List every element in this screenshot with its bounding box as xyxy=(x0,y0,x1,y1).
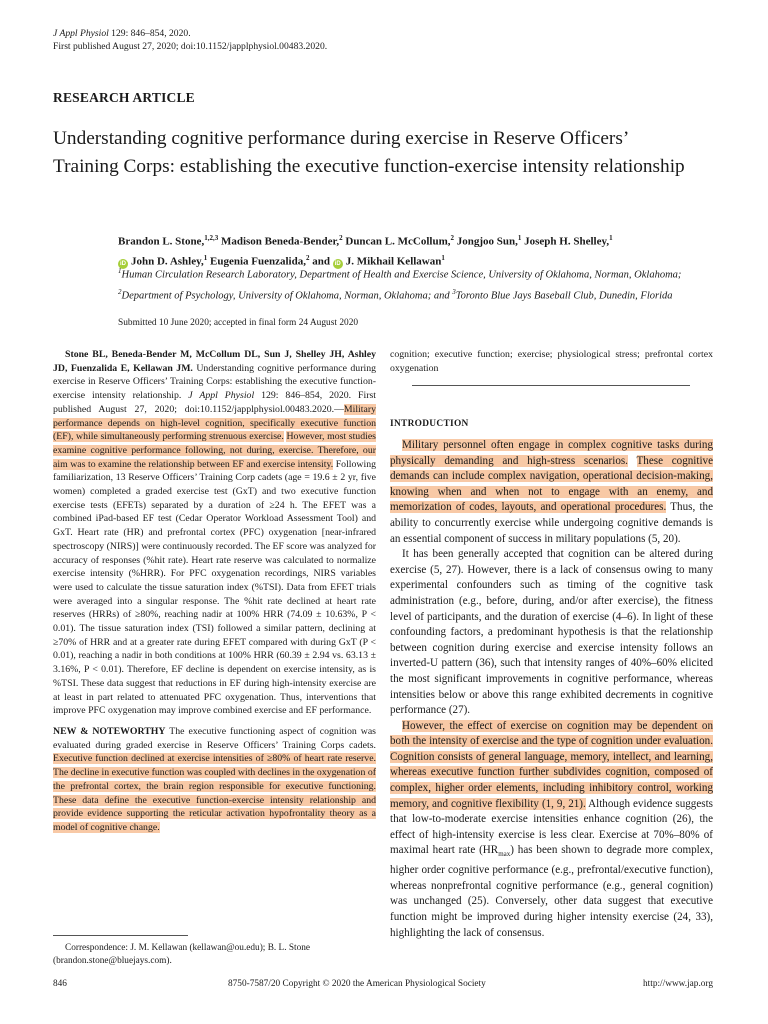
author-affil-sup: 1 xyxy=(517,234,522,242)
author-affil-sup: 1 xyxy=(203,254,208,263)
section-heading-introduction: INTRODUCTION xyxy=(390,419,469,429)
paragraph: It has been generally accepted that cognition can be altered during exercise (5, 27). However, there is a lack of consensus owing to many experimental confounders such as timing of the cognitive task administration (e.g., before, during, and/or after exercise), the fitness level of participants, and the duration of exercise (4–6). In light of these confounding factors, a predominant hypothesis is that the relationship between cognition during exercise and exercise intensity follows an inverted-U pattern (36), such that intensity ranges of 40%–60% elicited the most significant improvements in cognitive performance, whereas intensities below or above this range exhibited decrements in cognitive performance (27). xyxy=(390,548,713,717)
author-name[interactable]: Joseph H. Shelley, xyxy=(524,235,610,248)
author-name[interactable]: John D. Ashley, xyxy=(131,255,204,268)
author-affil-sup: 2 xyxy=(339,234,343,242)
noteworthy-text: The executive functioning aspect of cognition was evaluated during graded exercise in Reserve Officers’ Training Corps cadets. xyxy=(53,725,376,751)
highlighted-text: Military personnel often engage in complex cognitive tasks during physically demanding and high-stress scenarios. xyxy=(390,439,713,467)
paragraph-text xyxy=(628,455,637,467)
new-noteworthy xyxy=(53,725,376,835)
author-name[interactable]: Duncan L. McCollum, xyxy=(345,235,451,248)
citation-title: Understanding cognitive performance during exercise in Reserve Officers’ Training Corps: establishing the executive function-exercise intensity relationship. xyxy=(53,362,376,402)
citation-authors: Stone BL, Beneda-Bender M, McCollum DL, Sun J, Shelley JH, Ashley JD, Fuenzalida E, Kellawan JM. xyxy=(53,349,376,374)
paragraph xyxy=(390,438,713,547)
page-number: 846 xyxy=(53,979,67,989)
abstract-text: Following familiarization, 13 Reserve Officers’ Training Corp cadets (age = 19.6 ± 2 yr, five women) completed a graded exercise test (GxT) and two executive function exercise tests (EFETs) separated by a duration of ≥24 h. The EFET was a combined iPad-based EF test (Cedar Operator Workload Assessment Tool) and GxT. Heart rate (HR) and prefrontal cortex (PFC) oxygenation [near-infrared spectroscopy (NIRS)] were continuously recorded. The EF score was analyzed for accuracy of responses (%hit rate). Heart rate reserve was calculated to normalize exercise intensity (%HRR). For PFC oxygenation recordings, NIRS variables were used to calculate the tissue saturation index (%TSI). Data from EFET trials were averaged into a singular response. The %hit rate declined at heart rate reserves (HRRs) of ≥80%, reaching nadir at 100% HRR (74.09 ± 10.63%, P < 0.01). The tissue saturation index (TSI) followed a similar pattern, declining at ≥70% of HRR and at a greater rate during EFET compared with during GxT (P < 0.01), reaching a nadir in both conditions at 100% HRR (60.39 ± 2.94 vs. 63.13 ± 3.16%, P < 0.01). Therefore, EF decline is dependent on exercise intensity, as is %TSI. These data suggest that reductions in EF during high-intensity exercise are at least in part related to attenuated PFC oxygenation. Thus, interventions that improve PFC oxygenation may improve combined exercise and EF performance. xyxy=(53,458,377,717)
abstract xyxy=(53,348,376,718)
affiliation-3: Toronto Blue Jays Baseball Club, Dunedin, Florida xyxy=(455,290,673,302)
orcid-icon[interactable]: iD xyxy=(334,260,341,267)
affiliation-1: Human Circulation Research Laboratory, Department of Health and Exercise Science, University of Oklahoma, Norman, Oklahoma; xyxy=(121,269,682,281)
correspondence-footnote: Correspondence: J. M. Kellawan (kellawan@ou.edu); B. L. Stone (brandon.stone@bluejays.com). xyxy=(53,943,311,966)
highlighted-text: The decline in executive function was coupled with declines in the oxygenation of the prefrontal cortex, the brain region responsible for executive functioning. xyxy=(53,767,376,792)
author-name[interactable]: Madison Beneda-Bender, xyxy=(220,235,340,248)
author-name[interactable]: Jongjoo Sun, xyxy=(456,235,518,248)
introduction-body xyxy=(390,438,713,941)
journal-url-link[interactable]: http://www.jap.org xyxy=(643,979,713,989)
highlighted-text: However, the effect of exercise on cognition may be dependent on both the intensity of exercise and the type of cognition under evaluation. xyxy=(390,719,713,748)
published-line: First published August 27, 2020; doi:10.1152/japplphysiol.00483.2020. xyxy=(53,40,328,52)
affiliations xyxy=(118,263,718,304)
journal-header xyxy=(53,28,327,53)
citation-journal: J Appl Physiol xyxy=(188,390,255,402)
subscript: max xyxy=(498,850,511,859)
submission-dates: Submitted 10 June 2020; accepted in final form 24 August 2020 xyxy=(118,318,359,328)
footnote-divider xyxy=(53,935,188,936)
author-affil-sup: 2 xyxy=(305,254,310,263)
keywords: cognition; executive function; exercise; physiological stress; prefrontal cortex oxygenation xyxy=(390,349,713,374)
article-title: Understanding cognitive performance during exercise in Reserve Officers’ Training Corps: establishing the executive function-exercise intensity relationship xyxy=(53,128,685,177)
keywords-divider xyxy=(412,385,690,386)
paragraph xyxy=(390,719,713,942)
journal-name: J Appl Physiol xyxy=(53,28,109,39)
highlighted-text: Executive function declined at exercise intensities of ≥80% of heart rate reserve. xyxy=(53,753,376,765)
paragraph-text: Thus, the ability to concurrently exercise while undergoing cognitive demands is an essential component of success in military populations (5, 20). xyxy=(390,501,713,545)
affiliation-2: Department of Psychology, University of Oklahoma, Norman, Oklahoma; and xyxy=(121,290,453,302)
left-column xyxy=(53,348,376,835)
journal-citation: 129: 846–854, 2020. xyxy=(108,28,191,39)
author-affil-sup: 1,2,3 xyxy=(204,234,219,242)
author-name[interactable]: J. Mikhail Kellawan xyxy=(345,255,442,268)
copyright-line: 8750-7587/20 Copyright © 2020 the American Physiological Society xyxy=(228,979,486,989)
highlighted-text: Military performance depends on high-level cognition, specifically executive function (EF), while simultaneously performing strenuous exercise. xyxy=(53,403,376,443)
author-name[interactable]: Eugenia Fuenzalida, xyxy=(210,255,306,268)
highlighted-text: However, most studies examine cognitive performance following, not during, exercise. Therefore, our aim was to examine the relationship between EF and exercise intensity. xyxy=(53,431,376,470)
affiliation-sup: 2 xyxy=(118,287,122,296)
new-noteworthy-heading: NEW & NOTEWORTHY xyxy=(53,725,166,737)
paragraph-text: ) has been shown to degrade more complex, higher order cognitive performance (e.g., prefrontal/executive function), whereas nonprefrontal cognitive performance (e.g., general cognition) was unchanged (25). Conversely, other data suggest that executive function might be improved during higher intensity exercise (24, 33), highlighting the lack of consensus. xyxy=(390,844,713,939)
article-type: RESEARCH ARTICLE xyxy=(53,90,195,105)
author-name[interactable]: Brandon L. Stone, xyxy=(118,235,205,248)
highlighted-text: These data define the executive function-exercise intensity relationship and provide evidence supporting the reticular activation hypofrontality theory as a model of cognitive change. xyxy=(53,794,376,833)
citation-rest: 129: 846–854, 2020. First published August 27, 2020; doi:10.1152/japplphysiol.00483.2020.— xyxy=(53,390,376,415)
paragraph-text: Although evidence suggests that low-to-moderate exercise intensities enhance cognition (26), the effect of high-intensity exercise is less clear. Exercise at 70%–80% of maximal heart rate (HR xyxy=(390,797,713,857)
author-conjunction: and xyxy=(312,255,330,268)
highlighted-text: Cognition consists of general language, memory, intellect, and learning, whereas executive function further subdivides cognition, composed of complex, higher order elements, including inhibitory control, working memory, and cognitive flexibility (1, 9, 21). xyxy=(390,750,713,810)
highlighted-text: These cognitive demands can include complex navigation, operational decision-making, knowing when and when not to engage with an enemy, and memorization of codes, layouts, and operational procedures. xyxy=(390,454,714,514)
affiliation-sup: 3 xyxy=(452,287,456,296)
author-affil-sup: 2 xyxy=(450,234,454,242)
orcid-icon[interactable]: iD xyxy=(120,260,126,267)
author-affil-sup: 1 xyxy=(609,234,613,242)
author-affil-sup: 1 xyxy=(441,254,445,263)
affiliation-sup: 1 xyxy=(118,267,122,275)
